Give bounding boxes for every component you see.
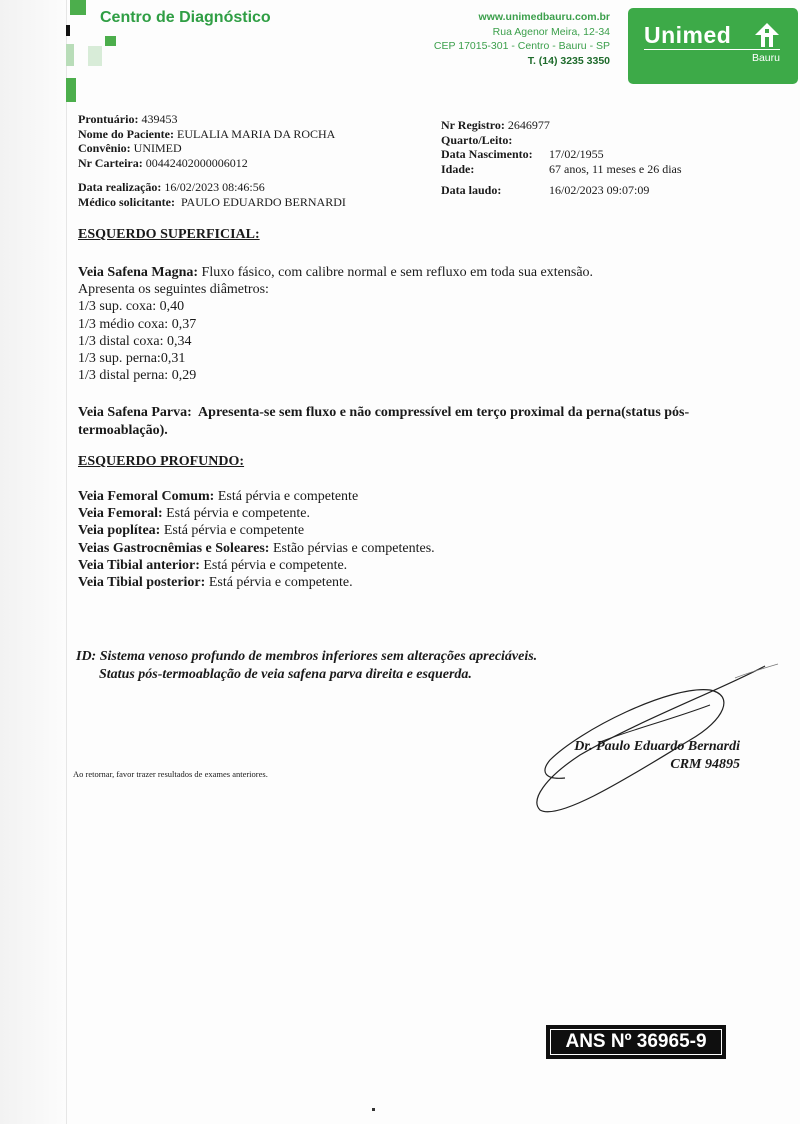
superficial-section-title: ESQUERDO SUPERFICIAL:: [78, 227, 260, 242]
carteira-row: Nr Carteira: 00442402000006012: [78, 155, 248, 170]
diameter-item: 1/3 sup. perna:0,31: [78, 351, 186, 367]
ans-badge: [546, 1025, 726, 1059]
diameter-item: 1/3 médio coxa: 0,37: [78, 316, 197, 332]
patient-info-left: [78, 112, 335, 170]
decorative-black-block: [66, 25, 70, 36]
realizacao-row: Data realização: 16/02/2023 08:46:56: [78, 180, 265, 194]
parva-text: Apresenta-se sem fluxo e não compressível em terço proximal da perna(status pós-termoablação).: [78, 405, 690, 438]
idade-row: Idade: 67 anos, 11 meses e 26 dias: [441, 161, 682, 176]
decorative-green-block: [70, 0, 86, 15]
medico-row: Médico solicitante: PAULO EDUARDO BERNARDI: [78, 194, 346, 209]
ans-number: ANS Nº 36965-9: [565, 1031, 707, 1052]
unimed-logo: [628, 8, 798, 84]
clinic-address-block: [434, 10, 610, 68]
doctor-signature-block: [574, 738, 740, 774]
conclusion-line-1: ID: Sistema venoso profundo de membros inferiores sem alterações apreciáveis.: [76, 649, 538, 664]
ans-badge-border: [550, 1029, 722, 1055]
deep-vein-item: Veia Femoral: Está pérvia e competente.: [78, 506, 310, 522]
deep-section-title: ESQUERDO PROFUNDO:: [78, 454, 245, 469]
clinic-street: Rua Agenor Meira, 12-34: [492, 25, 610, 38]
decorative-light-green-strip: [66, 44, 74, 66]
conclusion-line-2: Status pós-termoablação de veia safena parva direita e esquerda.: [99, 667, 472, 682]
diameter-item: 1/3 distal perna: 0,29: [78, 368, 197, 384]
logo-name: Unimed: [644, 22, 732, 48]
doctor-crm: CRM 94895: [670, 757, 740, 772]
diameter-item: 1/3 sup. coxa: 0,40: [78, 299, 185, 315]
clinic-website: www.unimedbauru.com.br: [478, 11, 610, 23]
scan-binding-edge: [0, 0, 66, 1124]
parva-block: [78, 404, 758, 439]
scan-speck: [372, 1108, 375, 1111]
laudo-row: Data laudo: 16/02/2023 09:07:09: [441, 183, 650, 197]
diameter-item: 1/3 distal coxa: 0,34: [78, 333, 192, 349]
clinic-phone: T. (14) 3235 3350: [527, 54, 610, 67]
doctor-name: Dr. Paulo Eduardo Bernardi: [574, 739, 740, 754]
registro-row: Nr Registro: 2646977: [441, 118, 550, 132]
logo-divider: [644, 49, 780, 50]
decorative-green-strip: [66, 78, 76, 102]
deep-vein-item: Veia poplítea: Está pérvia e competente: [78, 523, 305, 539]
quarto-row: Quarto/Leito:: [441, 132, 513, 147]
logo-city: Bauru: [751, 52, 780, 64]
deep-veins-list: [78, 488, 435, 591]
footer-note: Ao retornar, favor trazer resultados de exames anteriores.: [73, 769, 268, 779]
scan-binding-line: [66, 0, 67, 1124]
clinic-cep: CEP 17015-301 - Centro - Bauru - SP: [433, 40, 610, 52]
prontuario-row: Prontuário: 439453: [78, 112, 178, 126]
magna-line: Veia Safena Magna: Fluxo fásico, com calibre normal e sem refluxo em toda sua extensão.: [78, 265, 594, 280]
deep-vein-item: Veia Femoral Comum: Está pérvia e competente: [78, 489, 359, 504]
magna-block: [78, 264, 593, 384]
unimed-tree-icon: [754, 22, 780, 48]
magna-intro: Apresenta os seguintes diâmetros:: [78, 282, 269, 298]
laudo-info: [441, 183, 650, 198]
exam-info-left: [78, 180, 346, 209]
decorative-green-square: [105, 36, 116, 46]
clinic-brand-title: Centro de Diagnóstico: [100, 9, 271, 26]
deep-vein-item: Veias Gastrocnêmias e Soleares: Estão pérvias e competentes.: [78, 540, 435, 556]
nascimento-row: Data Nascimento: 17/02/1955: [441, 147, 604, 162]
deep-vein-item: Veia Tibial posterior: Está pérvia e competente.: [78, 575, 353, 591]
patient-info-right: [441, 118, 682, 176]
convenio-row: Convênio: UNIMED: [78, 141, 182, 156]
decorative-light-green-square: [88, 46, 102, 66]
parva-label: Veia Safena Parva:: [78, 405, 192, 420]
patient-name-row: Nome do Paciente: EULALIA MARIA DA ROCHA: [78, 126, 336, 141]
deep-vein-item: Veia Tibial anterior: Está pérvia e competente.: [78, 557, 348, 573]
